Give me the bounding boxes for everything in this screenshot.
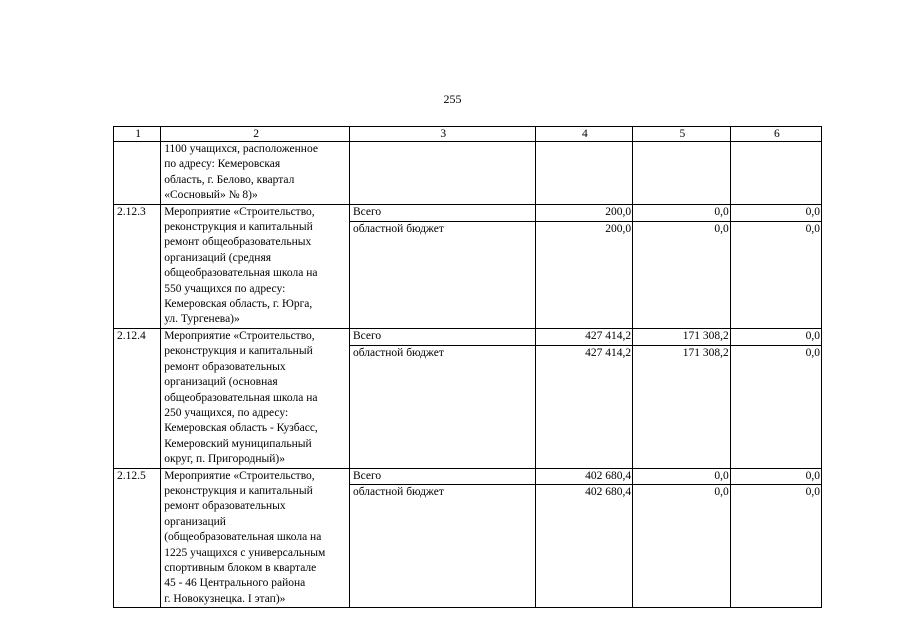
value-cell: 171 308,2: [633, 345, 731, 468]
value-cell: 0,0: [730, 468, 821, 485]
value-cell: 0,0: [633, 204, 731, 221]
code-cell: [114, 142, 161, 205]
value-cell: 0,0: [730, 328, 821, 345]
source-cell: областной бюджет: [349, 485, 535, 608]
value-cell: 427 414,2: [535, 328, 633, 345]
description-cell: Мероприятие «Строительство, реконструкция и капитальный ремонт образовательных организаций (общеобразовательная школа на 1225 учащихся с универсальным спортивным блоком в квартале 45 - 46 Центрального района г. Новокузнецка. I этап)»: [161, 468, 350, 608]
value-cell: [730, 142, 821, 205]
header-cell: 3: [349, 127, 535, 142]
header-cell: 6: [730, 127, 821, 142]
value-cell: 200,0: [535, 204, 633, 221]
header-cell: 1: [114, 127, 161, 142]
page-number: 255: [443, 92, 462, 106]
table-row: [114, 468, 822, 485]
budget-table: [113, 126, 822, 608]
value-cell: 200,0: [535, 221, 633, 328]
value-cell: 0,0: [633, 468, 731, 485]
table-header-row: [114, 127, 822, 142]
value-cell: 402 680,4: [535, 468, 633, 485]
header-cell: 5: [633, 127, 731, 142]
table-row: [114, 328, 822, 345]
value-cell: 0,0: [633, 485, 731, 608]
source-cell: областной бюджет: [349, 345, 535, 468]
continuation-row: [114, 142, 822, 205]
value-cell: [535, 142, 633, 205]
code-cell: 2.12.4: [114, 328, 161, 468]
source-cell: областной бюджет: [349, 221, 535, 328]
value-cell: 171 308,2: [633, 328, 731, 345]
source-cell: Всего: [349, 328, 535, 345]
code-cell: 2.12.5: [114, 468, 161, 608]
value-cell: 0,0: [730, 345, 821, 468]
value-cell: 427 414,2: [535, 345, 633, 468]
value-cell: [633, 142, 731, 205]
description-cell: Мероприятие «Строительство, реконструкция и капитальный ремонт общеобразовательных организаций (средняя общеобразовательная школа на 550 учащихся по адресу: Кемеровская область, г. Юрга, ул. Тургенева)»: [161, 204, 350, 328]
source-cell: [349, 142, 535, 205]
source-cell: Всего: [349, 468, 535, 485]
source-cell: Всего: [349, 204, 535, 221]
header-cell: 2: [161, 127, 350, 142]
code-cell: 2.12.3: [114, 204, 161, 328]
value-cell: 0,0: [730, 221, 821, 328]
table-row: [114, 204, 822, 221]
value-cell: 402 680,4: [535, 485, 633, 608]
description-cell: 1100 учащихся, расположенное по адресу: Кемеровская область, г. Белово, квартал «Сосновый» № 8)»: [161, 142, 350, 205]
value-cell: 0,0: [730, 485, 821, 608]
value-cell: 0,0: [633, 221, 731, 328]
value-cell: 0,0: [730, 204, 821, 221]
description-cell: Мероприятие «Строительство, реконструкция и капитальный ремонт образовательных организаций (основная общеобразовательная школа на 250 учащихся, по адресу: Кемеровская область - Кузбасс, Кемеровский муниципальный округ, п. Пригородный)»: [161, 328, 350, 468]
header-cell: 4: [535, 127, 633, 142]
